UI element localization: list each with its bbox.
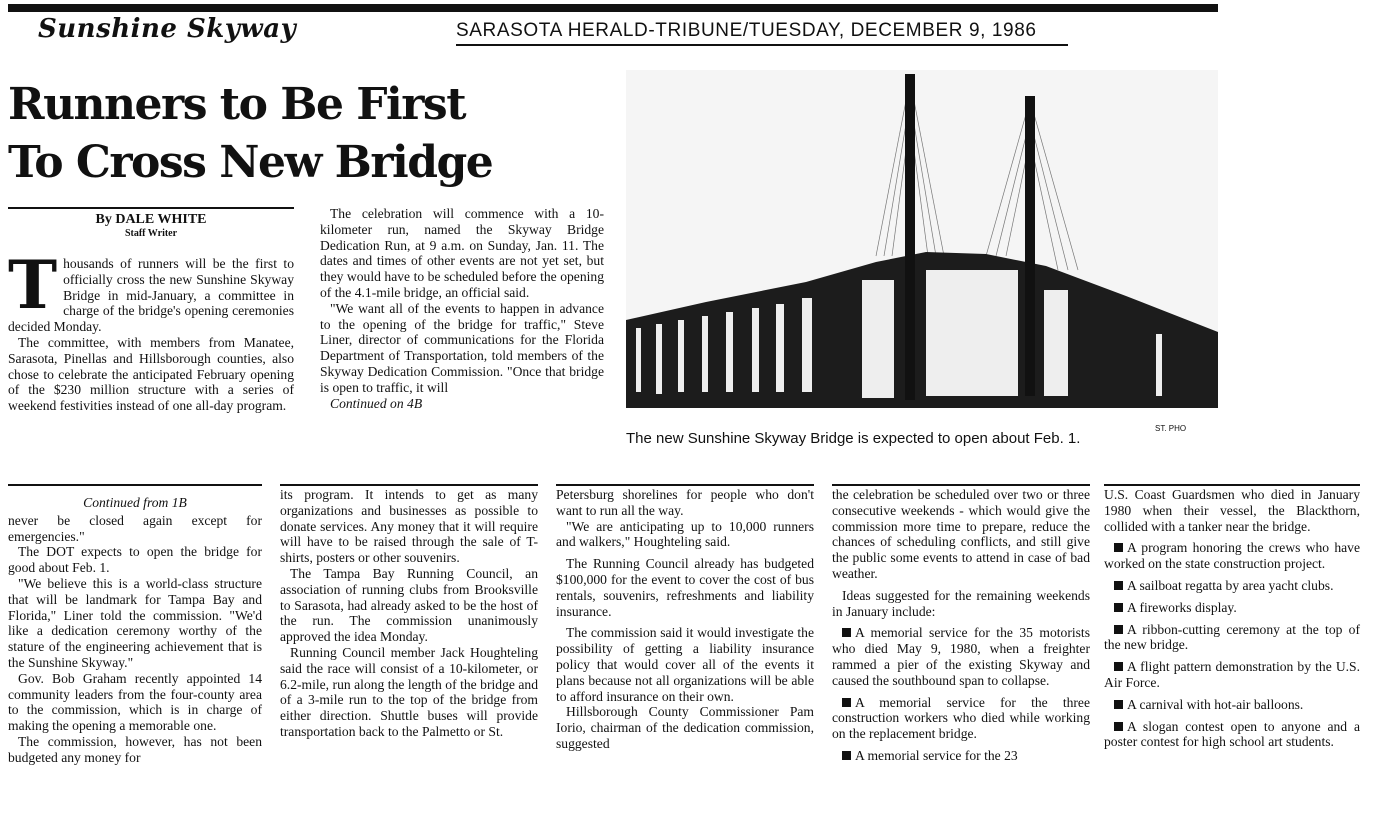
bullet-square-icon [842, 628, 851, 637]
paragraph: The celebration will commence with a 10-kilometer run, named the Skyway Bridge Dedication Run, at 9 a.m. on Sunday, Jan. 11. The dates and times of other events are not yet set, but they would have to be scheduled before the opening of the 4.1-mile bridge, an official said. [320, 206, 604, 300]
paragraph: U.S. Coast Guardsmen who died in January 1980 when their vessel, the Blackthorn, collided with a tanker near the bridge. [1104, 487, 1360, 534]
section-rule [280, 484, 538, 486]
bullet-square-icon [1114, 625, 1123, 634]
byline-rule [8, 207, 294, 209]
bridge-photo [626, 70, 1218, 408]
list-item: A memorial service for the 35 motorists who died May 9, 1980, when a freighter rammed a pier of the existing Skyway and caused the southbound span to collapse. [832, 625, 1090, 688]
bullet-square-icon [1114, 543, 1123, 552]
paragraph: Ideas suggested for the remaining weekends in January include: [832, 587, 1090, 619]
list-item: A program honoring the crews who have worked on the state construction project. [1104, 540, 1360, 572]
continued-from-label: Continued from 1B [83, 495, 187, 510]
paragraph: The Tampa Bay Running Council, an association of running clubs from Brooksville to Sarasota, had already asked to be the host of the run. The commission unanimously approved the idea Monday. [280, 565, 538, 645]
paragraph: The commission said it would investigate the possibility of getting a liability insurance policy that would cover all of the events it plans because not all organizations will be able to afford insurance on their own. [556, 625, 814, 704]
photo-caption: The new Sunshine Skyway Bridge is expected to open about Feb. 1. [626, 430, 1081, 447]
list-item: A ribbon-cutting ceremony at the top of the new bridge. [1104, 621, 1360, 653]
bullet-square-icon [1114, 662, 1123, 671]
continued-column-4 [832, 487, 1090, 764]
continued-column-1 [8, 495, 262, 766]
front-column-2 [320, 206, 604, 411]
top-rule [8, 4, 1218, 12]
paragraph: The committee, with members from Manatee, Sarasota, Pinellas and Hillsborough counties, also chose to celebrate the anticipated February opening of the $230 million structure with a series of weekend festivities instead of one all-day program. [8, 334, 294, 414]
lead-paragraph [8, 246, 294, 335]
section-title: Sunshine Skyway [38, 14, 297, 44]
section-rule [1104, 484, 1360, 486]
paragraph: never be closed again except for emergencies." [8, 512, 262, 544]
byline-role: Staff Writer [124, 228, 178, 239]
headline [8, 76, 608, 192]
paragraph: "We want all of the events to happen in advance to the opening of the bridge for traffic," Steve Liner, director of communications for the Florida Department of Transportation, told members of the Skyway Dedication Commission. "Once that bridge is open to traffic, it will [320, 300, 604, 395]
list-item: A flight pattern demonstration by the U.S. Air Force. [1104, 659, 1360, 690]
drop-cap: T [8, 246, 58, 324]
front-column-1 [8, 246, 294, 414]
byline-name: By DALE WHITE [95, 212, 207, 227]
jump-line: Continued on 4B [330, 395, 423, 411]
paragraph: Hillsborough County Commissioner Pam Iorio, chairman of the dedication commission, suggested [556, 704, 814, 751]
section-rule [556, 484, 814, 486]
list-item: A memorial service for the 23 [832, 748, 1090, 764]
paragraph: Running Council member Jack Houghteling said the race will consist of a 10-kilometer, or 6.2-mile, run along the length of the bridge and of a 3-mile run to the top of the bridge from either direction. Shuttle buses will provide transportation back to the Palmetto or St. [280, 644, 538, 739]
paragraph: The Running Council already has budgeted $100,000 for the event to cover the cost of bus rentals, souvenirs, refreshments and liability insurance. [556, 556, 814, 619]
paragraph: The commission, however, has not been budgeted any money for [8, 733, 262, 765]
bullet-square-icon [1114, 581, 1123, 590]
paragraph: "We are anticipating up to 10,000 runners and walkers," Houghteling said. [556, 518, 814, 550]
list-item: A slogan contest open to anyone and a poster contest for high school art students. [1104, 718, 1360, 750]
list-item: A memorial service for the three construction workers who died while working on the replacement bridge. [832, 694, 1090, 742]
continued-column-2 [280, 487, 538, 740]
paragraph: The DOT expects to open the bridge for good about Feb. 1. [8, 544, 262, 576]
continued-column-5 [1104, 487, 1360, 750]
bullet-square-icon [842, 751, 851, 760]
bullet-square-icon [1114, 700, 1123, 709]
photo-credit: ST. PHO [1155, 424, 1187, 433]
bullet-square-icon [842, 698, 851, 707]
headline-line-1: Runners to Be First [8, 79, 466, 130]
dateline: SARASOTA HERALD-TRIBUNE/TUESDAY, DECEMBER 9, 1986 [456, 20, 1068, 46]
lead-text: housands of runners will be the first to officially cross the new Sunshine Skyway Bridge in mid-January, a committee in charge of the bridge's opening ceremonies decided Monday. [8, 256, 294, 335]
section-rule [8, 484, 262, 486]
paragraph: its program. It intends to get as many organizations and businesses as possible to donate services. Any money that it will require will have to be raised through the sale of T-shirts, posters or other souvenirs. [280, 487, 538, 566]
bullet-square-icon [1114, 603, 1123, 612]
bullet-square-icon [1114, 722, 1123, 731]
list-item: A sailboat regatta by area yacht clubs. [1104, 578, 1360, 594]
paragraph: Gov. Bob Graham recently appointed 14 community leaders from the four-county area to the commission, which is in charge of making the opening a memorable one. [8, 670, 262, 734]
continued-column-3 [556, 487, 814, 752]
paragraph: Petersburg shorelines for people who don't want to run all the way. [556, 487, 814, 518]
paragraph: "We believe this is a world-class structure that will be landmark for Tampa Bay and Florida," Liner told the commission. "We'd like a dedication ceremony worthy of the stature of the engineering achievement that is the Sunshine Skyway." [8, 575, 262, 670]
headline-line-2: To Cross New Bridge [8, 137, 493, 188]
list-item: A fireworks display. [1104, 600, 1360, 616]
section-rule [832, 484, 1090, 486]
list-item: A carnival with hot-air balloons. [1104, 697, 1360, 713]
paragraph: the celebration be scheduled over two or three consecutive weekends - which would give the commission more time to prepare, reduce the chances of scheduling conflicts, and still give the public some events to attend in case of bad weather. [832, 487, 1090, 581]
byline [8, 212, 294, 239]
